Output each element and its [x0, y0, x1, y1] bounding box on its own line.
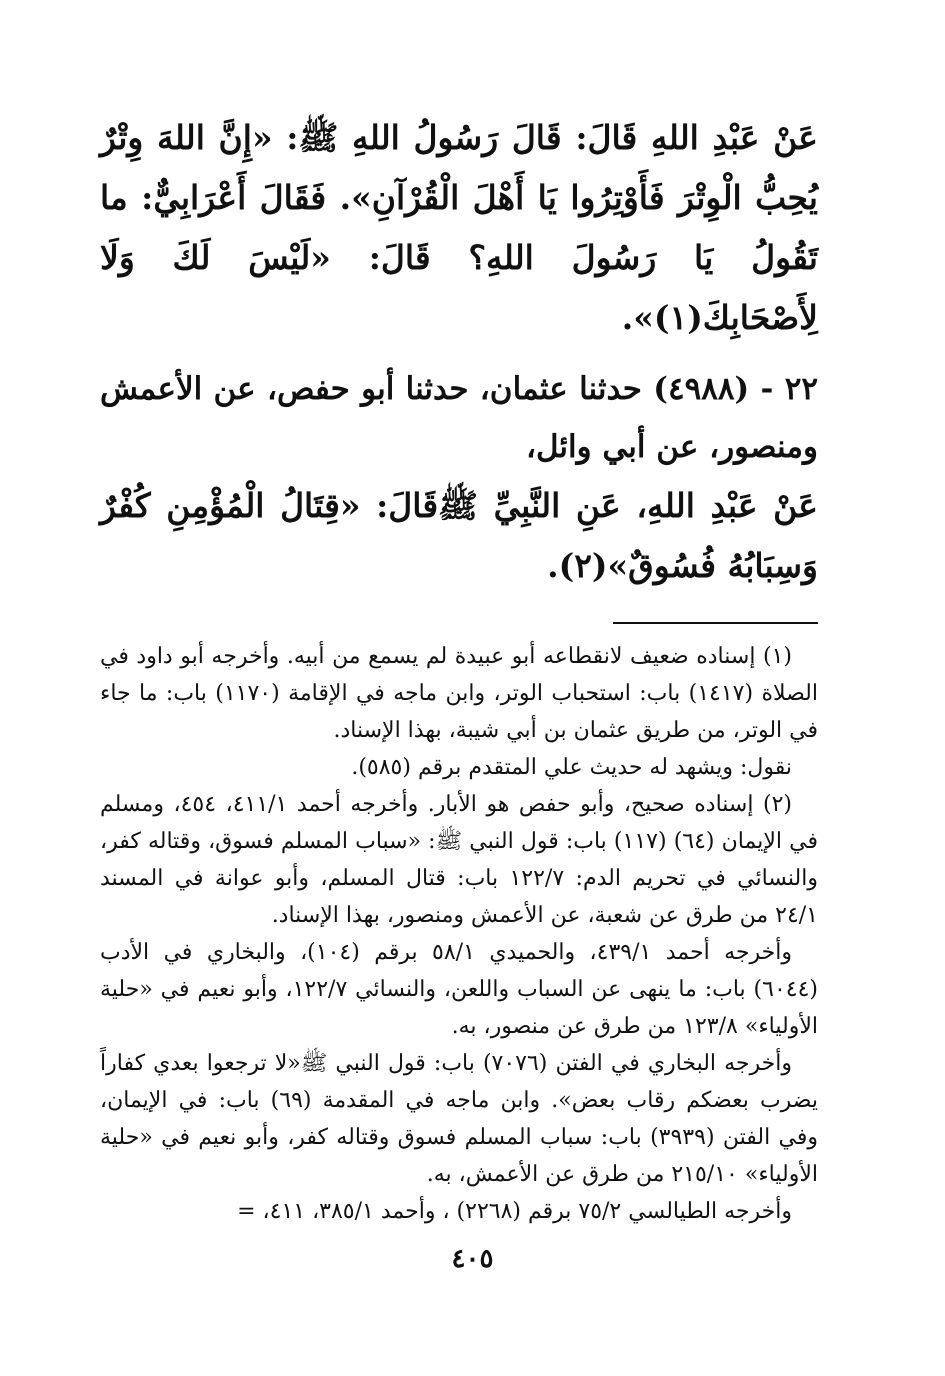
footnote-2-more: وأخرجه الطيالسي ٧٥/٢ برقم (٢٢٦٨) ، وأحمد ٣٨٥/١، ٤١١، = [237, 1199, 792, 1224]
footnote-separator [613, 622, 818, 624]
footnotes [100, 638, 818, 1230]
footnote-2-more: وأخرجه أحمد ٤٣٩/١، والحميدي ٥٨/١ برقم (١٠٤)، والبخاري في الأدب (٦٠٤٤) باب: ما ينهى عن السباب واللعن، والنسائي ١٢٢/٧، وأبو نعيم في «حلية الأولياء» ١٢٣/٨ من طرق عن منصور، به. [100, 940, 818, 1039]
footnote-1-note: نقول: ويشهد له حديث علي المتقدم برقم (٥٨٥). [351, 755, 792, 780]
hadith-text-2: عَنْ عَبْدِ اللهِ، عَنِ النَّبِيِّ ﷺقَالَ: «قِتَالُ الْمُؤْمِنِ كُفْرٌ وَسِبَابُهُ فُسُوقٌ»(٢). [100, 486, 818, 585]
book-page [100, 108, 818, 1230]
hadith-22-chain: ٢٢ - (٤٩٨٨) حدثنا عثمان، حدثنا أبو حفص، عن الأعمش ومنصور، عن أبي وائل، [100, 371, 819, 465]
footnote-1: (١) إسناده ضعيف لانقطاعه أبو عبيدة لم يسمع من أبيه. وأخرجه أبو داود في الصلاة (١٤١٧) باب: استحباب الوتر، وابن ماجه في الإقامة (١١٧٠) باب: ما جاء في الوتر، من طريق عثمان بن أبي شيبة، بهذا الإسناد. [100, 644, 818, 743]
footnote-2-more: وأخرجه البخاري في الفتن (٧٠٧٦) باب: قول النبي ﷺ«لا ترجعوا بعدي كفاراً يضرب بعضكم رقاب بعض». وابن ماجه في المقدمة (٦٩) باب: في الإيمان، وفي الفتن (٣٩٣٩) باب: سباب المسلم فسوق وقتاله كفر، وأبو نعيم في «حلية الأولياء» ٢١٥/١٠ من طرق عن الأعمش، به. [100, 1051, 819, 1187]
page-number: ٤٠٥ [451, 1244, 494, 1274]
footnote-2: (٢) إسناده صحيح، وأبو حفص هو الأبار. وأخرجه أحمد ٤١١/١، ٤٥٤، ومسلم في الإيمان (٦٤) (١١٧) باب: قول النبي ﷺ: «سباب المسلم فسوق، وقتاله كفر، والنسائي في تحريم الدم: ١٢٢/٧ باب: قتال المسلم، وأبو عوانة في المسند ٢٤/١ من طرق عن شعبة، عن الأعمش ومنصور، بهذا الإسناد. [100, 792, 818, 928]
hadith-text-1: عَنْ عَبْدِ اللهِ قَالَ: قَالَ رَسُولُ اللهِ ﷺ: «إِنَّ اللهَ وِتْرٌ يُحِبُّ الْوِتْرَ فَأَوْتِرُوا يَا أَهْلَ الْقُرْآنِ». فَقَالَ أَعْرَابِيٌّ: ما تَقُولُ يَا رَسُولَ اللهِ؟ قَالَ: «لَيْسَ لَكَ وَلَا لِأَصْحَابِكَ(١)». [100, 118, 818, 337]
